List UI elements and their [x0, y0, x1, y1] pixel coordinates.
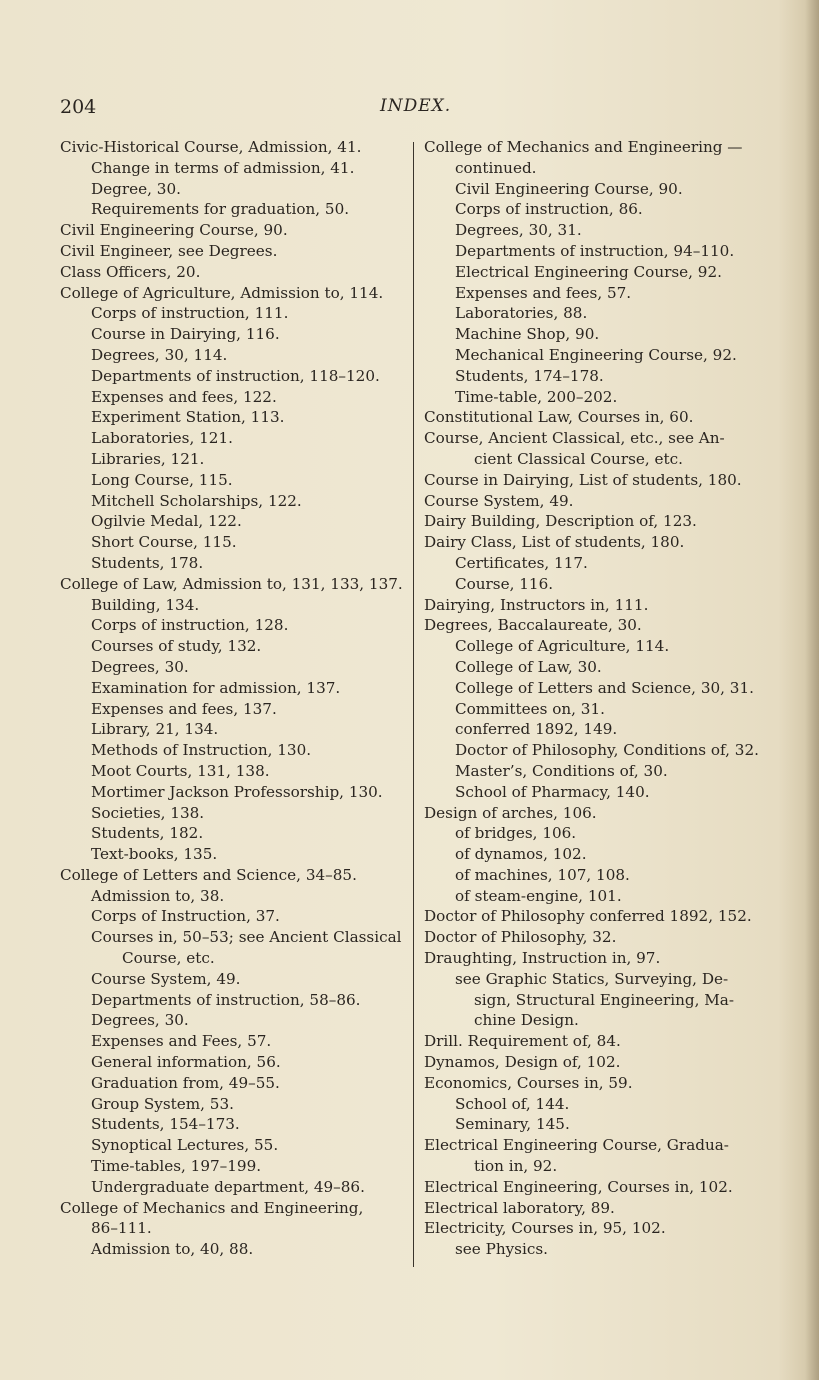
index-entry: Mechanical Engineering Course, 92. [455, 345, 737, 364]
index-entry: Dairy Building, Description of, 123. [424, 512, 697, 531]
index-entry: Civil Engineer, see Degrees. [60, 241, 278, 260]
index-entry: Degrees, 30, 114. [91, 345, 228, 364]
index-entry: Requirements for graduation, 50. [91, 200, 350, 219]
index-entry: Civil Engineering Course, 90. [455, 179, 683, 198]
index-entry: Drill. Requirement of, 84. [424, 1032, 621, 1051]
index-entry: Students, 182. [91, 824, 204, 843]
index-entry: Course, Ancient Classical, etc., see An- [424, 429, 725, 448]
index-column-left [60, 137, 405, 1260]
index-entry: see Graphic Statics, Surveying, De- [455, 969, 729, 988]
index-entry: Students, 174–178. [455, 366, 604, 385]
index-entry: Degrees, 30. [91, 1011, 189, 1030]
index-entry: College of Mechanics and Engineering — [424, 138, 743, 156]
index-entry: of steam-engine, 101. [455, 886, 622, 905]
index-entry: Text-books, 135. [91, 845, 218, 864]
index-entry: Laboratories, 88. [455, 304, 588, 323]
index-entry: Moot Courts, 131, 138. [91, 761, 270, 780]
index-entry: General information, 56. [91, 1053, 281, 1072]
index-entry: Course in Dairying, 116. [91, 325, 280, 344]
index-entry: Admission to, 38. [91, 886, 225, 905]
index-entry: Mitchell Scholarships, 122. [91, 491, 302, 510]
index-entry: Courses in, 50–53; see Ancient Classical [91, 928, 402, 947]
index-entry: Library, 21, 134. [91, 720, 219, 739]
index-entry: Class Officers, 20. [60, 262, 201, 281]
index-entry: conferred 1892, 149. [455, 720, 618, 739]
index-entry: tion in, 92. [474, 1157, 558, 1176]
index-entry: Departments of instruction, 94–110. [455, 241, 735, 260]
index-entry: Course System, 49. [91, 969, 241, 988]
index-entry: Corps of Instruction, 37. [91, 907, 280, 926]
page-edge-shadow [805, 0, 819, 1380]
index-entry: Electrical Engineering Course, Gradua- [424, 1136, 729, 1155]
index-entry: College of Agriculture, Admission to, 114. [60, 283, 384, 302]
index-entry: Ogilvie Medal, 122. [91, 512, 242, 531]
index-entry: Degrees, 30. [91, 657, 189, 676]
index-entry: Time-table, 200–202. [455, 387, 618, 406]
index-entry: Civic-Historical Course, Admission, 41. [60, 138, 362, 156]
index-entry: Long Course, 115. [91, 470, 233, 489]
index-entry: Students, 178. [91, 553, 204, 572]
index-entry: Doctor of Philosophy, 32. [424, 928, 617, 947]
index-entry: Building, 134. [91, 595, 200, 614]
index-entry: Electrical Engineering, Courses in, 102. [424, 1177, 733, 1196]
index-entry: School of, 144. [455, 1094, 570, 1113]
index-entry: Course in Dairying, List of students, 180. [424, 470, 742, 489]
index-entry: Short Course, 115. [91, 533, 237, 552]
index-entry: College of Agriculture, 114. [455, 637, 670, 656]
page-number: 204 [60, 96, 97, 118]
index-entry: Dairying, Instructors in, 111. [424, 595, 649, 614]
index-entry: College of Law, Admission to, 131, 133, 137. [60, 574, 403, 593]
index-entry: Committees on, 31. [455, 699, 605, 718]
index-entry: Expenses and fees, 137. [91, 699, 277, 718]
index-entry: Synoptical Lectures, 55. [91, 1136, 279, 1155]
index-entry: Degrees, 30, 31. [455, 221, 582, 240]
index-entry: Admission to, 40, 88. [91, 1240, 254, 1259]
index-entry: Group System, 53. [91, 1094, 234, 1113]
index-entry: College of Letters and Science, 34–85. [60, 865, 357, 884]
index-entry: Design of arches, 106. [424, 803, 597, 822]
index-entry: Examination for admission, 137. [91, 678, 341, 697]
index-entry: Departments of instruction, 58–86. [91, 990, 361, 1009]
index-entry: Experiment Station, 113. [91, 408, 285, 427]
index-entry: Course, etc. [122, 949, 215, 968]
index-column-right [424, 137, 769, 1260]
index-entry: Corps of instruction, 128. [91, 616, 289, 635]
index-entry: Corps of instruction, 111. [91, 304, 289, 323]
index-entry: Doctor of Philosophy conferred 1892, 152. [424, 907, 752, 926]
index-entry: of dynamos, 102. [455, 845, 587, 864]
index-entry: Economics, Courses in, 59. [424, 1073, 633, 1092]
index-entry: Expenses and Fees, 57. [91, 1032, 272, 1051]
index-entry: College of Law, 30. [455, 657, 602, 676]
index-entry: School of Pharmacy, 140. [455, 782, 650, 801]
index-entry: see Physics. [455, 1240, 548, 1259]
index-entry: Civil Engineering Course, 90. [60, 221, 288, 240]
index-entry: Electricity, Courses in, 95, 102. [424, 1219, 666, 1238]
index-entry: Electrical Engineering Course, 92. [455, 262, 722, 281]
running-head: INDEX. [380, 96, 452, 116]
index-entry: Certificates, 117. [455, 553, 588, 572]
index-entry: Change in terms of admission, 41. [91, 158, 355, 177]
index-entry: Constitutional Law, Courses in, 60. [424, 408, 694, 427]
index-entry: Degrees, Baccalaureate, 30. [424, 616, 642, 635]
index-entry: Courses of study, 132. [91, 637, 262, 656]
index-entry: College of Letters and Science, 30, 31. [455, 678, 754, 697]
index-entry: Master’s, Conditions of, 30. [455, 761, 668, 780]
index-entry: of machines, 107, 108. [455, 865, 630, 884]
index-entry: Graduation from, 49–55. [91, 1073, 280, 1092]
index-entry: Course System, 49. [424, 491, 574, 510]
index-entry: Time-tables, 197–199. [91, 1157, 262, 1176]
index-entry: Libraries, 121. [91, 449, 205, 468]
index-entry: Laboratories, 121. [91, 429, 233, 448]
index-entry: Dairy Class, List of students, 180. [424, 533, 685, 552]
index-entry: Mortimer Jackson Professorship, 130. [91, 782, 383, 801]
index-entry: Expenses and fees, 57. [455, 283, 632, 302]
index-entry: Electrical laboratory, 89. [424, 1198, 615, 1217]
index-entry: Societies, 138. [91, 803, 205, 822]
index-entry: Dynamos, Design of, 102. [424, 1053, 621, 1072]
index-entry: of bridges, 106. [455, 824, 577, 843]
index-entry: sign, Structural Engineering, Ma- [474, 990, 734, 1009]
page-header [60, 96, 760, 124]
index-entry: cient Classical Course, etc. [474, 449, 683, 468]
index-entry: Students, 154–173. [91, 1115, 240, 1134]
index-entry: Seminary, 145. [455, 1115, 570, 1134]
column-divider [413, 142, 414, 1267]
index-entry: Departments of instruction, 118–120. [91, 366, 380, 385]
index-entry: Undergraduate department, 49–86. [91, 1177, 365, 1196]
index-entry: continued. [455, 158, 537, 177]
index-entry: Degree, 30. [91, 179, 181, 198]
index-entry: Expenses and fees, 122. [91, 387, 277, 406]
index-entry: College of Mechanics and Engineering, [60, 1198, 364, 1217]
index-entry: chine Design. [474, 1011, 579, 1030]
index-entry: Machine Shop, 90. [455, 325, 600, 344]
index-entry: Course, 116. [455, 574, 554, 593]
index-entry: Corps of instruction, 86. [455, 200, 643, 219]
index-entry: 86–111. [91, 1219, 152, 1238]
index-entry: Draughting, Instruction in, 97. [424, 949, 661, 968]
index-entry: Methods of Instruction, 130. [91, 741, 312, 760]
index-entry: Doctor of Philosophy, Conditions of, 32. [455, 741, 759, 760]
